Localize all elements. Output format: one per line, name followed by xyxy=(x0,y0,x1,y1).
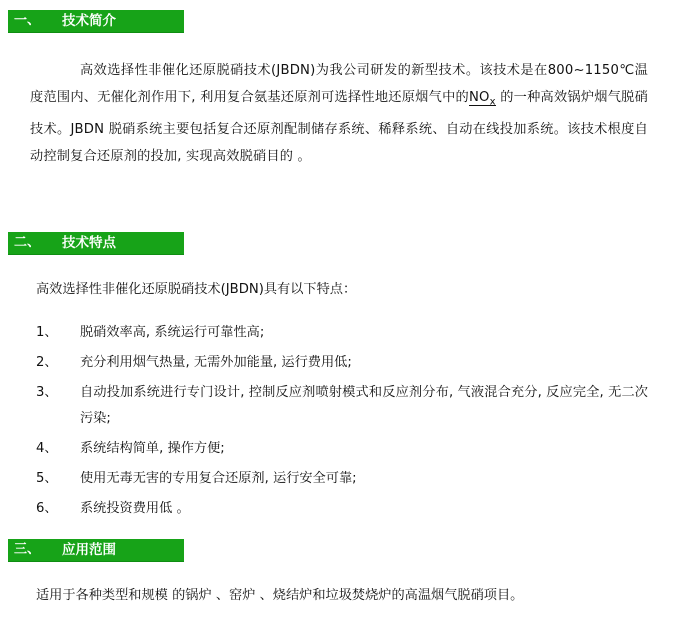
list-item xyxy=(36,350,648,376)
list-item-number: 3、 xyxy=(36,385,58,400)
list-item-number: 5、 xyxy=(36,471,58,486)
section-3-paragraph: 适用于各种类型和规模 的锅炉 、窑炉 、烧结炉和垃圾焚烧炉的高温烟气脱硝项目。 xyxy=(36,588,524,603)
section-heading-1 xyxy=(8,10,184,32)
section-title-3: 应用范围 xyxy=(62,542,117,558)
list-item-text: 系统结构简单, 操作方便; xyxy=(80,441,225,456)
list-item-number: 4、 xyxy=(36,441,58,456)
section-1-paragraph xyxy=(30,57,648,170)
nox-term: $NO_x$ xyxy=(468,90,496,108)
section-1-text-part2: 的一种高效锅炉烟气脱硝技术。JBDN 脱硝系统主要包括复合还原剂配制储存系统、稀释系统、自动在线投加系统。该技术根度自动控制复合还原剂的投加, 实现高效脱硝目的 。 xyxy=(30,90,648,164)
list-item-number: 6、 xyxy=(36,501,58,516)
list-item xyxy=(36,436,648,462)
section-1-text-part1: 高效选择性非催化还原脱硝技术(JBDN)为我公司研发的新型技术。该技术是在800~1150℃温度范围内、无催化剂作用下, 利用复合氨基还原剂可选择性地还原烟气中的 xyxy=(30,63,648,105)
section-number-2: 二、 xyxy=(14,235,41,250)
list-item-text: 自动投加系统进行专门设计, 控制反应剂喷射模式和反应剂分布, 气液混合充分, 反应完全, 无二次污染; xyxy=(80,385,648,426)
section-2-intro: 高效选择性非催化还原脱硝技术(JBDN)具有以下特点： xyxy=(36,282,357,297)
list-item-text: 使用无毒无害的专用复合还原剂, 运行安全可靠; xyxy=(80,471,357,486)
section-title-2: 技术特点 xyxy=(62,235,117,251)
section-heading-3 xyxy=(8,539,184,561)
list-item-text: 充分利用烟气热量, 无需外加能量, 运行费用低; xyxy=(80,355,352,370)
list-item-text: 系统投资费用低 。 xyxy=(80,501,190,516)
list-item-text: 脱硝效率高, 系统运行可靠性高; xyxy=(80,325,265,340)
section-title-1: 技术简介 xyxy=(62,13,117,29)
list-item xyxy=(36,466,648,492)
section-2-bullet-list xyxy=(36,320,648,526)
list-item-number: 2、 xyxy=(36,355,58,370)
section-number-3: 三、 xyxy=(14,542,41,557)
section-heading-2 xyxy=(8,232,184,254)
list-item xyxy=(36,380,648,432)
section-number-1: 一、 xyxy=(14,13,41,28)
list-item-number: 1、 xyxy=(36,325,58,340)
list-item xyxy=(36,320,648,346)
list-item xyxy=(36,496,648,522)
